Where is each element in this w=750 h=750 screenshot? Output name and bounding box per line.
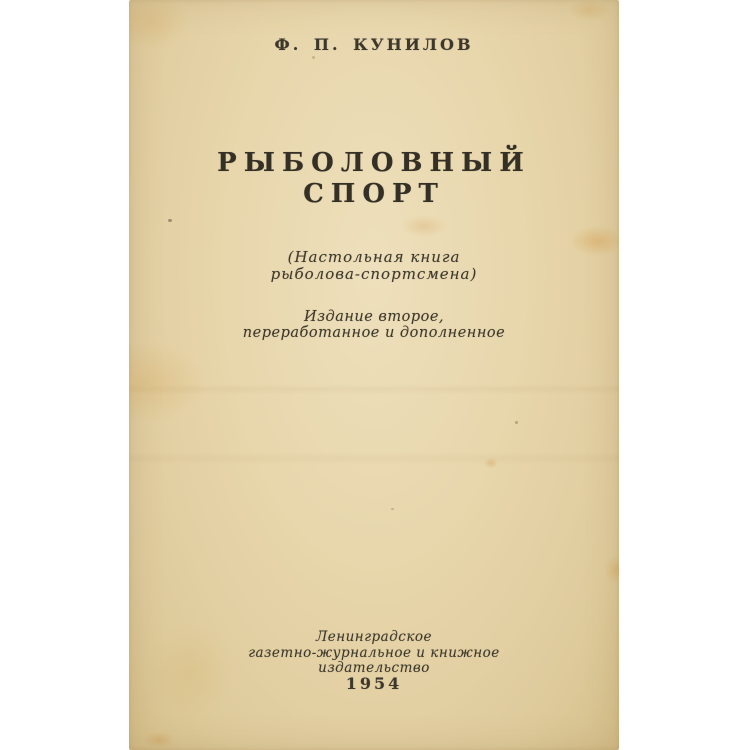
book-subtitle xyxy=(129,249,619,283)
publisher-imprint xyxy=(129,630,619,677)
publisher-imprint-line-1: Ленинградское xyxy=(315,629,433,645)
book-subtitle-line-2: рыболова-спортсмена) xyxy=(270,265,478,283)
edition-note xyxy=(129,309,619,341)
edition-note-line-1: Издание второе, xyxy=(303,309,445,325)
publisher-imprint-line-3: издательство xyxy=(318,660,430,676)
paper-speck xyxy=(312,56,315,59)
paper-speck xyxy=(515,421,518,424)
book-title xyxy=(129,148,619,210)
paper-speck xyxy=(168,219,172,222)
book-title-page xyxy=(129,0,619,750)
paper-speck xyxy=(391,508,394,510)
book-subtitle-line-1: (Настольная книга xyxy=(287,248,461,266)
publisher-imprint-line-2: газетно-журнальное и книжное xyxy=(248,644,500,661)
author-name: Ф. П. КУНИЛОВ xyxy=(274,35,474,54)
book-title-line-2: СПОРТ xyxy=(303,179,445,209)
edition-note-line-2: переработанное и дополненное xyxy=(242,325,506,341)
book-title-line-1: РЫБОЛОВНЫЙ xyxy=(217,148,531,178)
publication-year: 1954 xyxy=(345,674,403,693)
